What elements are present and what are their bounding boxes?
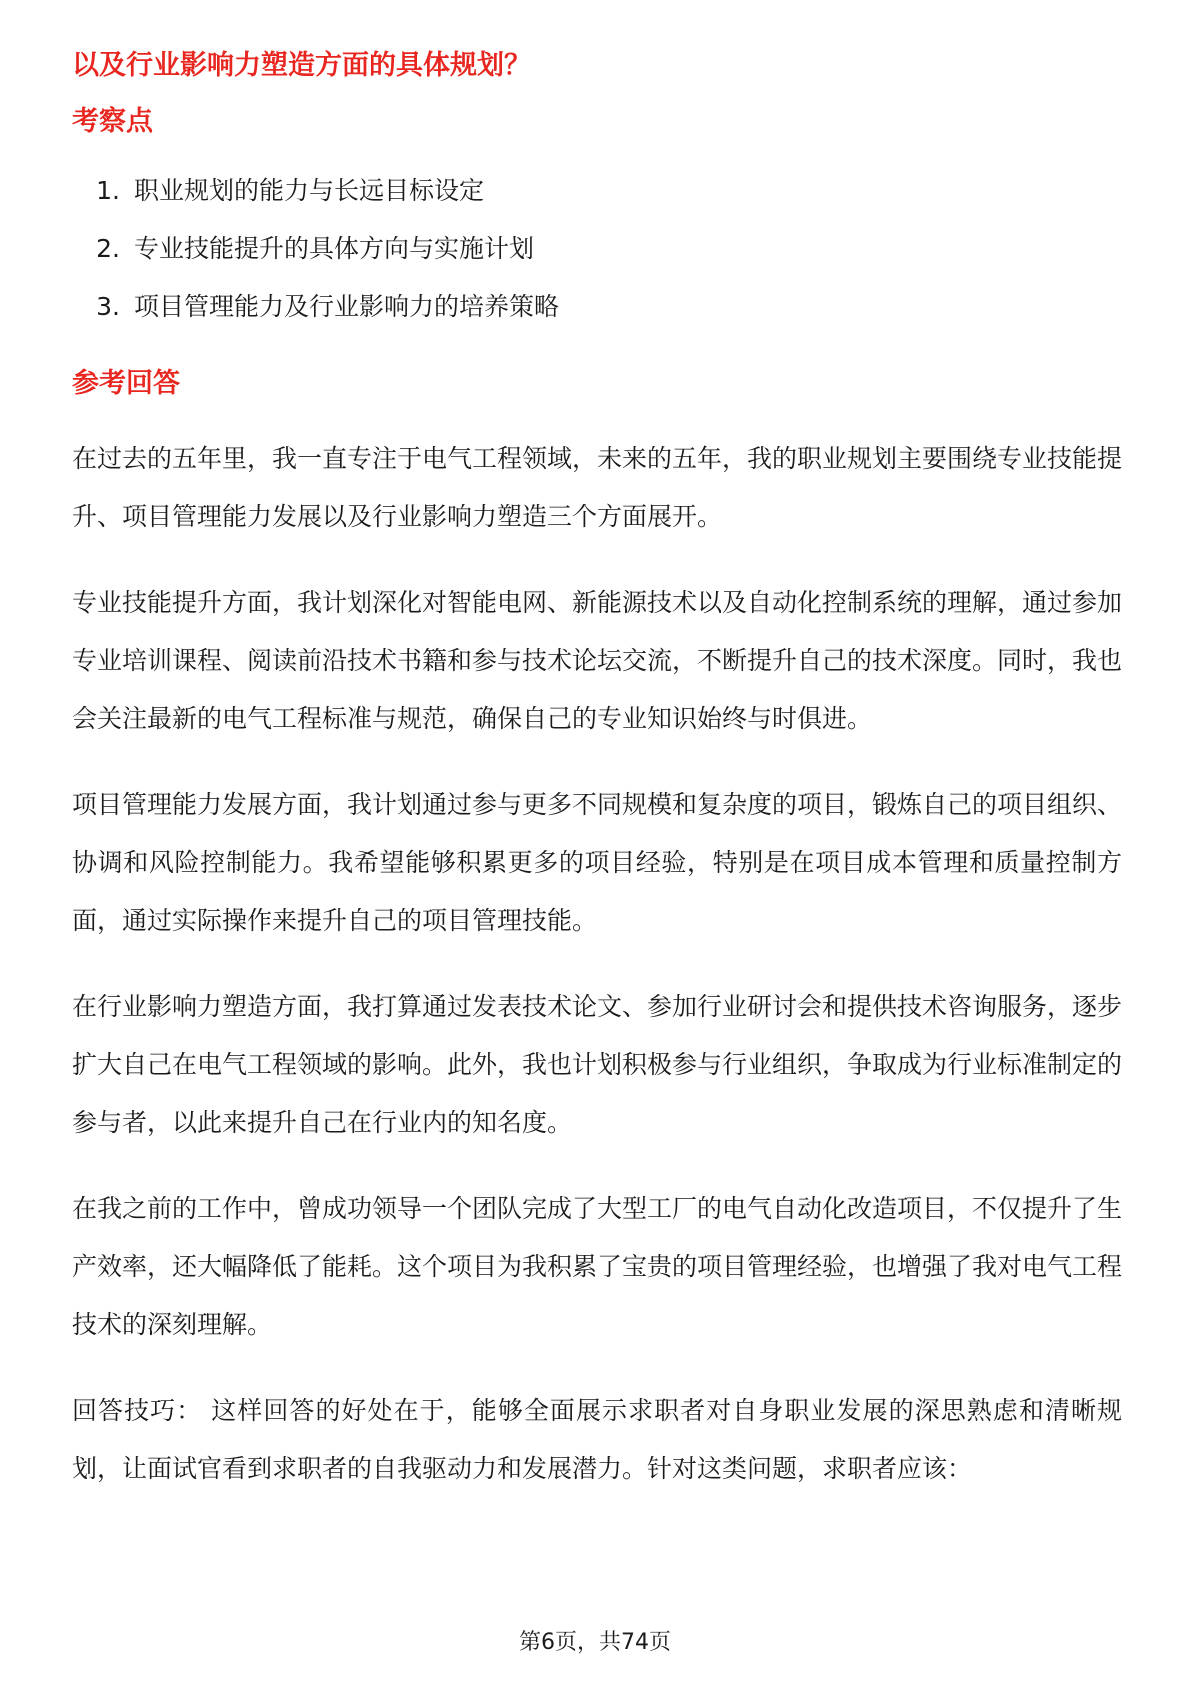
- section-heading-exam-points: 考察点: [72, 106, 153, 137]
- list-item-number: 2.: [96, 234, 120, 263]
- list-item: [72, 220, 1122, 278]
- answer-paragraph: 在行业影响力塑造方面，我打算通过发表技术论文、参加行业研讨会和提供技术咨询服务，逐步扩大自己在电气工程领域的影响。此外，我也计划积极参与行业组织，争取成为行业标准制定的参与者，以此来提升自己在行业内的知名度。: [72, 992, 1123, 1137]
- question-title-continuation: 以及行业影响力塑造方面的具体规划？: [72, 50, 531, 81]
- exam-points-list: [72, 162, 1122, 336]
- answer-paragraph: 在我之前的工作中，曾成功领导一个团队完成了大型工厂的电气自动化改造项目，不仅提升了生产效率，还大幅降低了能耗。这个项目为我积累了宝贵的项目管理经验，也增强了我对电气工程技术的深刻理解。: [72, 1194, 1123, 1339]
- list-item-text: 专业技能提升的具体方向与实施计划: [134, 234, 535, 263]
- list-item-number: 1.: [96, 176, 120, 205]
- section-heading-reference-answer: 参考回答: [72, 368, 180, 399]
- answer-tips-paragraph: 回答技巧： 这样回答的好处在于，能够全面展示求职者对自身职业发展的深思熟虑和清晰规划，让面试官看到求职者的自我驱动力和发展潜力。针对这类问题，求职者应该：: [72, 1396, 1122, 1483]
- page-number-footer: 第6页，共74页: [519, 1630, 671, 1655]
- list-item-text: 项目管理能力及行业影响力的培养策略: [134, 292, 560, 321]
- list-item-number: 3.: [96, 292, 120, 321]
- answer-paragraph: 专业技能提升方面，我计划深化对智能电网、新能源技术以及自动化控制系统的理解，通过参加专业培训课程、阅读前沿技术书籍和参与技术论坛交流，不断提升自己的技术深度。同时，我也会关注最新的电气工程标准与规范，确保自己的专业知识始终与时俱进。: [72, 588, 1123, 733]
- page-content: [72, 46, 1122, 1498]
- list-item: [72, 278, 1122, 336]
- answer-paragraph: 项目管理能力发展方面，我计划通过参与更多不同规模和复杂度的项目，锻炼自己的项目组织、协调和风险控制能力。我希望能够积累更多的项目经验，特别是在项目成本管理和质量控制方面，通过实际操作来提升自己的项目管理技能。: [72, 790, 1123, 935]
- list-item: [72, 162, 1122, 220]
- list-item-text: 职业规划的能力与长远目标设定: [134, 176, 485, 205]
- answer-paragraph: 在过去的五年里，我一直专注于电气工程领域，未来的五年，我的职业规划主要围绕专业技能提升、项目管理能力发展以及行业影响力塑造三个方面展开。: [72, 444, 1123, 531]
